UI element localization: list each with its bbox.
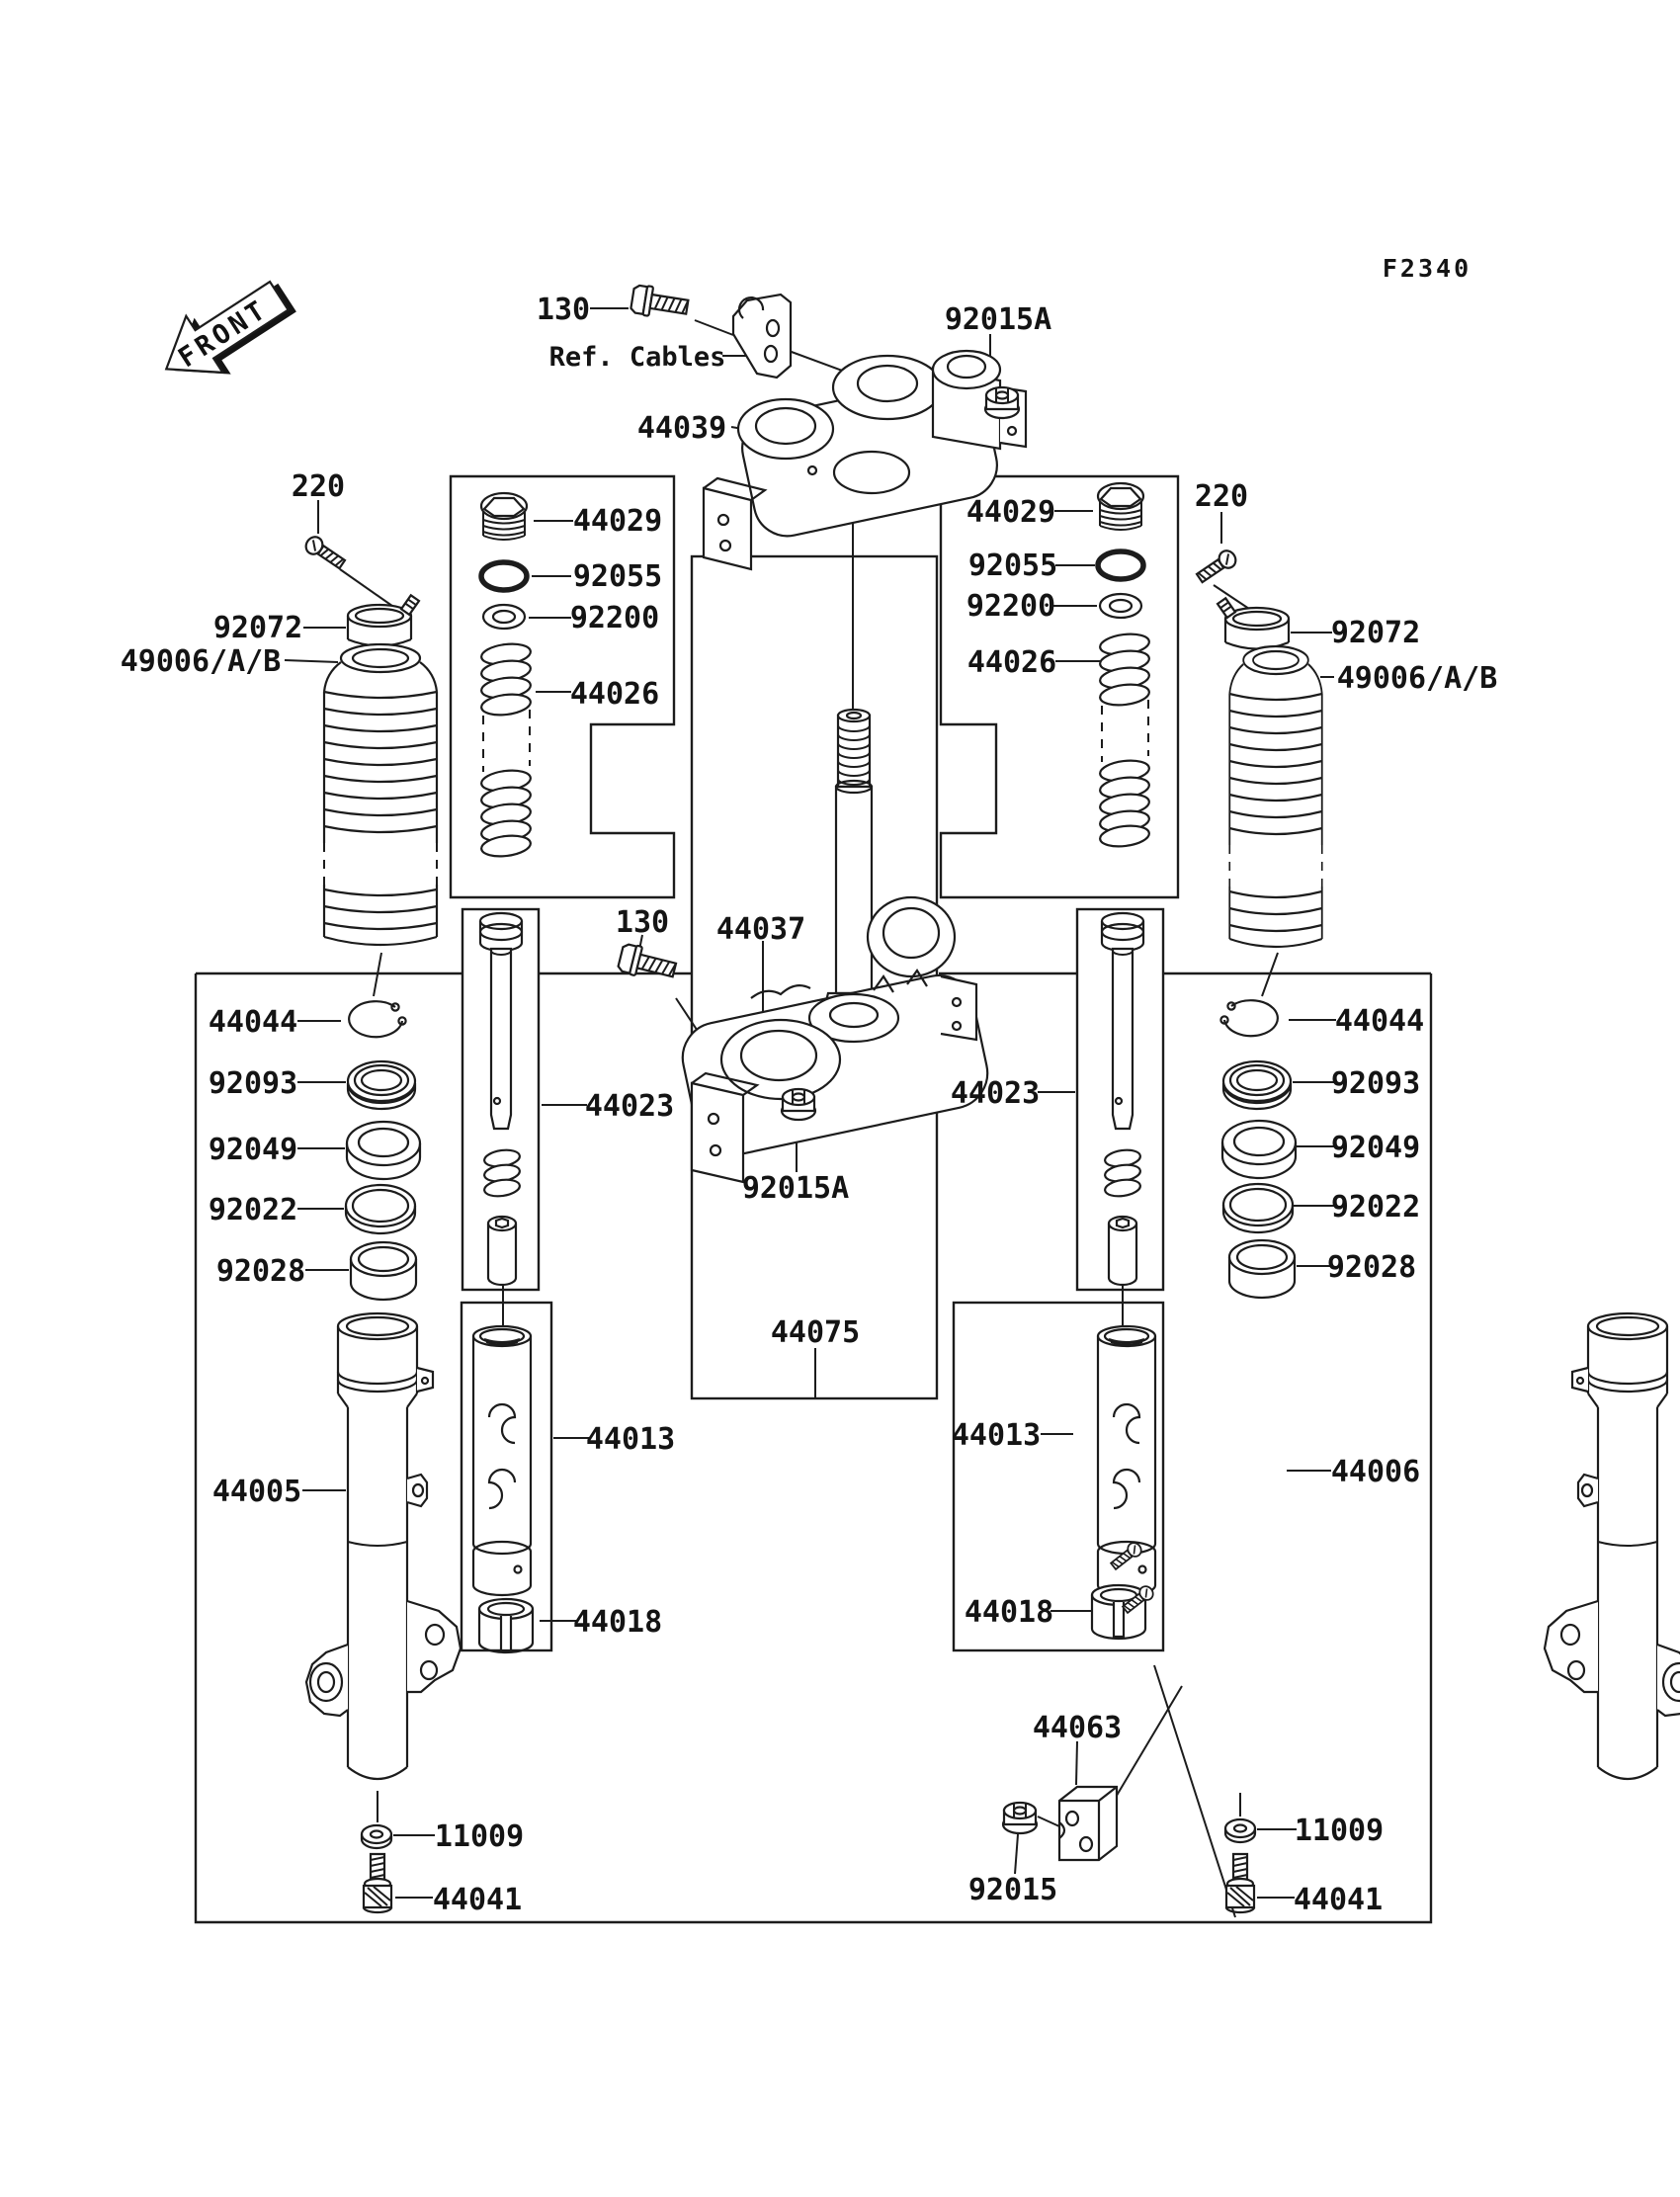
piston-right <box>1109 1217 1136 1285</box>
bush-92028-left <box>351 1242 416 1300</box>
label-92015: 92015 <box>967 1873 1058 1907</box>
label-220-right: 220 <box>1194 479 1249 514</box>
seal-92049-right <box>1222 1121 1296 1178</box>
label-92200-left: 92200 <box>569 601 660 635</box>
label-130-top: 130 <box>536 293 591 327</box>
rebound-spring-left <box>483 1148 521 1199</box>
washer-11009-right <box>1225 1819 1255 1842</box>
nut-92015a-top <box>985 387 1019 418</box>
ring-92022-left <box>346 1185 415 1233</box>
oring-92055-left <box>481 562 527 590</box>
label-92049-left: 92049 <box>208 1133 298 1167</box>
label-92200-right: 92200 <box>966 589 1056 624</box>
label-44039: 44039 <box>636 411 727 446</box>
cable-bracket <box>733 295 791 378</box>
label-44029-right: 44029 <box>966 495 1056 530</box>
label-92015a-top: 92015A <box>944 302 1052 337</box>
nut-92015a-mid <box>782 1089 815 1120</box>
label-49006-right: 49006/A/B <box>1336 661 1498 696</box>
bolt-130-mid <box>617 942 678 984</box>
label-44075: 44075 <box>770 1315 861 1350</box>
label-44044-right: 44044 <box>1334 1004 1425 1039</box>
fork-cap-right <box>1098 483 1143 530</box>
steering-stem <box>822 710 885 1016</box>
piston-rod-44023-right <box>1102 913 1143 1129</box>
spring-44026-left-bottom <box>480 768 532 859</box>
clamp-92072-right <box>1218 598 1289 648</box>
label-92022-left: 92022 <box>208 1193 298 1227</box>
label-130-mid: 130 <box>615 905 670 940</box>
spring-44026-right-bottom <box>1099 758 1150 849</box>
label-44044-left: 44044 <box>208 1005 298 1040</box>
boot-49006-left <box>324 644 437 945</box>
label-11009-right: 11009 <box>1294 1814 1385 1848</box>
cylinder-base-44018-right <box>1092 1585 1145 1639</box>
label-44041-right: 44041 <box>1293 1883 1384 1917</box>
label-92055-left: 92055 <box>572 559 663 594</box>
axle-holder-44063 <box>1059 1787 1117 1860</box>
nut-92015 <box>1003 1803 1037 1833</box>
label-44063: 44063 <box>1032 1711 1123 1745</box>
label-44006: 44006 <box>1330 1455 1421 1489</box>
outer-tube-44006 <box>1545 1313 1680 1779</box>
rebound-spring-right <box>1104 1148 1141 1199</box>
washer-92200-right <box>1100 594 1141 618</box>
label-44013-left: 44013 <box>585 1422 676 1457</box>
label-ref-cables: Ref. Cables <box>548 342 726 373</box>
seal-92093-right <box>1223 1061 1291 1109</box>
label-92072-left: 92072 <box>212 611 303 645</box>
piston-rod-44023-left <box>480 913 522 1129</box>
label-44013-right: 44013 <box>951 1418 1042 1453</box>
label-44018-left: 44018 <box>572 1605 663 1640</box>
fiche-code: F2340 <box>1382 254 1472 283</box>
washer-92200-left <box>483 605 525 629</box>
label-49006-left: 49006/A/B <box>120 644 282 679</box>
label-44005: 44005 <box>211 1475 302 1509</box>
label-92028-left: 92028 <box>215 1254 306 1289</box>
upper-triple-clamp <box>704 351 1026 569</box>
label-44026-left: 44026 <box>569 677 660 712</box>
seal-92049-left <box>347 1122 420 1179</box>
label-44026-right: 44026 <box>966 645 1057 680</box>
bolt-44041-right <box>1226 1854 1254 1912</box>
spring-44026-left-dash <box>483 710 530 772</box>
outer-tube-44005 <box>306 1313 461 1779</box>
spring-44026-left-top <box>480 641 532 718</box>
boot-49006-right <box>1229 646 1321 947</box>
circlip-44044-left <box>349 1001 405 1037</box>
label-44023-left: 44023 <box>584 1089 675 1124</box>
seal-92093-left <box>348 1061 415 1109</box>
label-44037: 44037 <box>715 912 806 947</box>
clamp-92072-left <box>348 595 419 645</box>
label-44041-left: 44041 <box>432 1883 523 1917</box>
screw-220-right <box>1195 548 1239 585</box>
label-92093-right: 92093 <box>1330 1066 1421 1101</box>
cylinder-base-44018-left <box>479 1599 533 1652</box>
bolt-130-top <box>630 284 690 321</box>
ring-92022-right <box>1223 1184 1293 1232</box>
label-44018-right: 44018 <box>964 1595 1054 1630</box>
label-92072-right: 92072 <box>1330 616 1421 650</box>
label-44029-left: 44029 <box>572 504 663 539</box>
label-92055-right: 92055 <box>967 549 1058 583</box>
front-arrow-label: FRONT <box>173 294 275 375</box>
cylinder-44013-left <box>473 1326 531 1595</box>
bolt-44041-left <box>364 1854 391 1912</box>
label-220-left: 220 <box>291 469 346 504</box>
washer-11009-left <box>362 1825 391 1848</box>
label-92028-right: 92028 <box>1326 1250 1417 1285</box>
piston-left <box>488 1217 516 1285</box>
fork-cap-left <box>481 493 527 540</box>
bush-92028-right <box>1229 1240 1295 1298</box>
label-92049-right: 92049 <box>1330 1131 1421 1165</box>
label-11009-left: 11009 <box>434 1819 525 1854</box>
circlip-44044-right <box>1220 1000 1277 1036</box>
spring-44026-right-dash <box>1102 700 1148 762</box>
center-stem-group-box <box>692 556 937 1398</box>
oring-92055-right <box>1098 551 1143 579</box>
label-44023-right: 44023 <box>950 1076 1041 1111</box>
label-92022-right: 92022 <box>1330 1190 1421 1225</box>
label-92093-left: 92093 <box>208 1066 298 1101</box>
screw-220-left <box>302 534 347 571</box>
front-arrow <box>148 265 305 402</box>
label-92015a-mid: 92015A <box>741 1171 850 1206</box>
spring-44026-right-top <box>1099 632 1150 708</box>
